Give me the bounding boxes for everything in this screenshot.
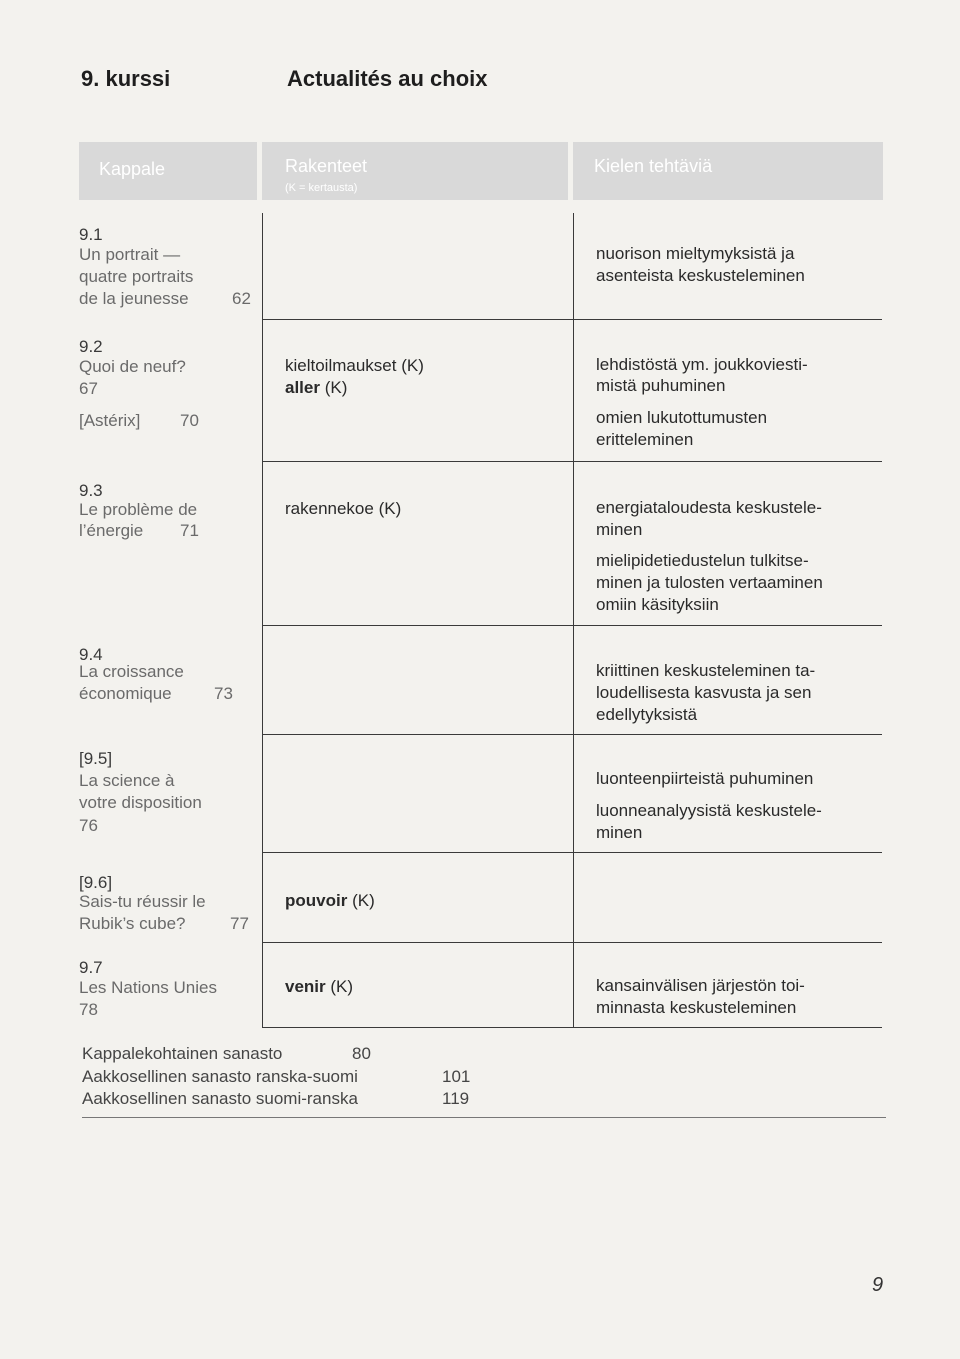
task-line: energiataloudesta keskustele-	[596, 498, 822, 517]
structure-suffix: (K)	[319, 378, 348, 397]
structure-keyword: aller	[285, 378, 320, 397]
structure-keyword: venir	[285, 977, 326, 996]
chapter-title: La croissance	[79, 662, 184, 681]
task-line: loudellisesta kasvusta ja sen	[596, 683, 812, 702]
column-label-kappale: Kappale	[99, 159, 166, 179]
chapter-title: Quoi de neuf?	[79, 357, 186, 376]
chapter-title: Les Nations Unies	[79, 978, 217, 997]
chapter-number: [9.6]	[79, 873, 113, 892]
row-divider	[262, 734, 882, 735]
footer-label: Aakkosellinen sanasto suomi-ranska	[82, 1089, 358, 1108]
chapter-number: 9.1	[79, 225, 103, 244]
chapter-page: 71	[180, 521, 199, 540]
structure-item: rakennekoe (K)	[285, 499, 402, 518]
chapter-number: 9.4	[79, 645, 103, 664]
row-divider	[262, 942, 882, 943]
row-divider	[262, 852, 882, 853]
page-number: 9	[872, 1274, 884, 1296]
task-line: kansainvälisen järjestön toi-	[596, 976, 805, 995]
chapter-title: votre disposition	[79, 793, 202, 812]
task-line: minen ja tulosten vertaaminen	[596, 573, 823, 592]
task-line: edellytyksistä	[596, 705, 698, 724]
chapter-title: l’énergie	[79, 521, 144, 540]
column-note-rakenteet: (K = kertausta)	[285, 182, 358, 194]
chapter-page: 77	[230, 914, 249, 933]
task-line: mielipidetiedustelun tulkitse-	[596, 551, 809, 570]
chapter-page: 62	[232, 289, 251, 308]
chapter-extra-page: 70	[180, 411, 199, 430]
task-line: luonneanalyysistä keskustele-	[596, 801, 822, 820]
task-line: lehdistöstä ym. joukkoviesti-	[596, 355, 808, 374]
task-line: omiin käsityksiin	[596, 595, 719, 614]
task-line: omien lukutottumusten	[596, 408, 768, 427]
structure-keyword: pouvoir	[285, 891, 348, 910]
structure-item	[285, 890, 375, 911]
structure-suffix: (K)	[325, 977, 354, 996]
column-divider	[573, 213, 574, 1028]
row-divider	[262, 625, 882, 626]
task-line: asenteista keskusteleminen	[596, 266, 805, 285]
chapter-title: économique	[79, 684, 172, 703]
row-divider	[262, 319, 882, 320]
chapter-page: 73	[214, 684, 233, 703]
structure-item	[285, 976, 353, 997]
chapter-title: de la jeunesse	[79, 289, 189, 308]
task-line: minen	[596, 520, 643, 539]
chapter-page: 76	[79, 816, 98, 835]
task-line: kriittinen keskusteleminen ta-	[596, 661, 816, 680]
course-title: 9. kurssi	[81, 66, 171, 91]
task-line: minnasta keskusteleminen	[596, 998, 797, 1017]
footer-page: 101	[442, 1067, 471, 1086]
footer-rule	[82, 1117, 886, 1118]
footer-label: Aakkosellinen sanasto ranska-suomi	[82, 1067, 358, 1086]
chapter-title: Le problème de	[79, 500, 198, 519]
structure-item	[285, 377, 347, 398]
chapter-number: 9.7	[79, 958, 103, 977]
chapter-number: [9.5]	[79, 749, 113, 768]
footer-label: Kappalekohtainen sanasto	[82, 1044, 283, 1063]
chapter-title: Sais-tu réussir le	[79, 892, 206, 911]
chapter-title: Rubik’s cube?	[79, 914, 186, 933]
chapter-page: 78	[79, 1000, 98, 1019]
column-label-rakenteet: Rakenteet	[285, 156, 368, 176]
footer-page: 80	[352, 1044, 371, 1063]
task-line: luonteenpiirteistä puhuminen	[596, 769, 814, 788]
chapter-number: 9.3	[79, 481, 103, 500]
task-line: eritteleminen	[596, 430, 694, 449]
row-divider	[262, 461, 882, 462]
chapter-page: 67	[79, 379, 98, 398]
page-title: Actualités au choix	[287, 66, 488, 91]
chapter-title: quatre portraits	[79, 267, 194, 286]
chapter-title: La science à	[79, 771, 175, 790]
chapter-number: 9.2	[79, 337, 103, 356]
chapter-extra: [Astérix]	[79, 411, 141, 430]
task-line: nuorison mieltymyksistä ja	[596, 244, 795, 263]
column-label-tehtavia: Kielen tehtäviä	[594, 156, 713, 176]
footer-page: 119	[442, 1089, 470, 1108]
column-divider	[262, 213, 263, 1028]
structure-item: kieltoilmaukset (K)	[285, 356, 424, 375]
structure-suffix: (K)	[347, 891, 375, 910]
task-line: mistä puhuminen	[596, 376, 726, 395]
row-divider	[262, 1027, 882, 1028]
chapter-title: Un portrait —	[79, 245, 181, 264]
task-line: minen	[596, 823, 643, 842]
